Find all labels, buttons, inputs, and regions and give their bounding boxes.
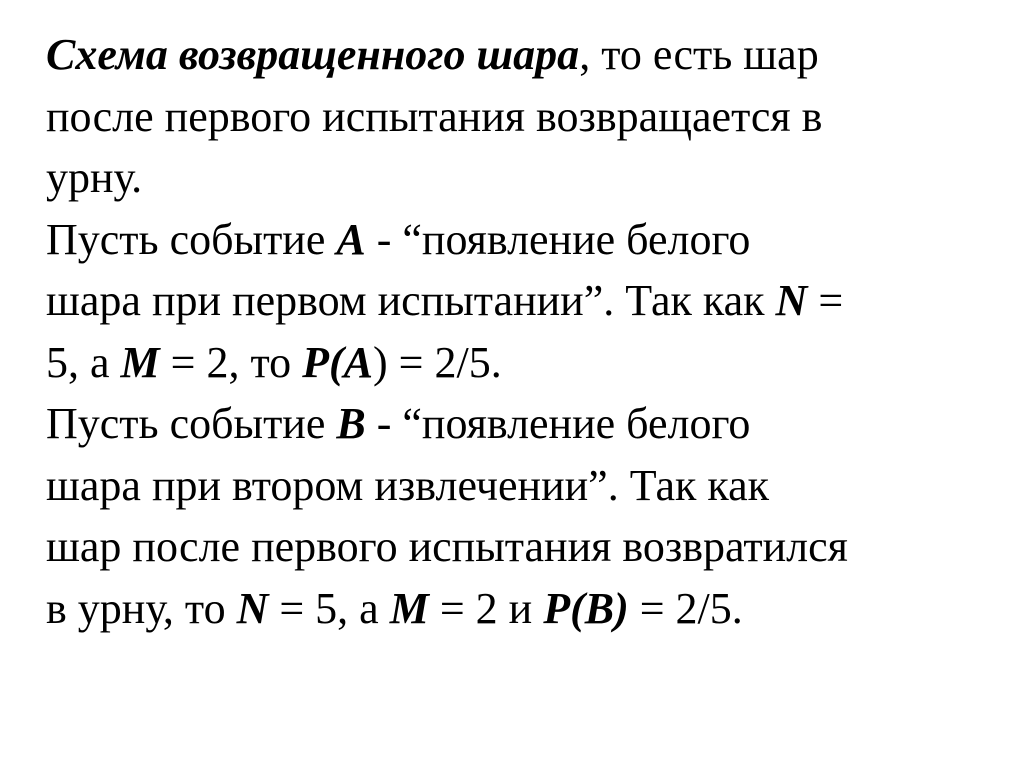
p2-line-1-post: - “появление белого: [365, 214, 751, 264]
p1-line-2: после первого испытания возвращается в: [46, 91, 823, 141]
p2-line-3: [46, 332, 1006, 394]
p1-line-1: [46, 24, 1006, 86]
var-m: M: [120, 337, 160, 387]
var-m: M: [389, 583, 429, 633]
p1-line-3: урну.: [46, 153, 143, 202]
p3-line-3: шар после первого испытания возвратился: [46, 522, 848, 571]
p3-line-1-pre: Пусть событие: [46, 399, 337, 448]
p3-line-1-post: - “появление белого: [365, 399, 751, 448]
p1-line-1-rest: , то есть шар: [579, 30, 819, 79]
p2-line-3-post: = 2/5.: [387, 337, 502, 387]
prob-a-close: ): [373, 337, 388, 387]
event-a: A: [336, 214, 366, 264]
var-n: N: [775, 276, 808, 325]
event-b: B: [336, 399, 366, 448]
p3-line-1: [46, 393, 1006, 455]
p3-line-4: [46, 578, 1006, 640]
p3-line-2: шара при втором извлечении”. Так как: [46, 460, 770, 510]
p2-line-3-pre: 5, а: [46, 337, 121, 387]
p2-line-2: [46, 270, 1006, 332]
prob-b: P(B): [543, 583, 629, 633]
p3-line-4-mid1: = 5, а: [268, 583, 390, 633]
slide-text: [46, 24, 1006, 639]
p2-line-1: [46, 209, 1006, 271]
var-n: N: [236, 583, 269, 633]
prob-a: P(A: [302, 337, 374, 387]
p2-line-3-mid: = 2, то: [159, 337, 303, 387]
p2-line-2-text: шара при первом испытании”. Так как: [46, 276, 776, 325]
p2-line-1-pre: Пусть событие: [46, 214, 337, 264]
p3-line-4-mid2: = 2 и: [428, 583, 544, 633]
term-returned-ball-scheme: Схема возвращенного шара: [46, 30, 580, 79]
p3-line-4-pre: в урну, то: [46, 583, 237, 633]
p3-line-4-post: = 2/5.: [628, 583, 743, 633]
p2-line-2-eq: =: [807, 276, 844, 325]
